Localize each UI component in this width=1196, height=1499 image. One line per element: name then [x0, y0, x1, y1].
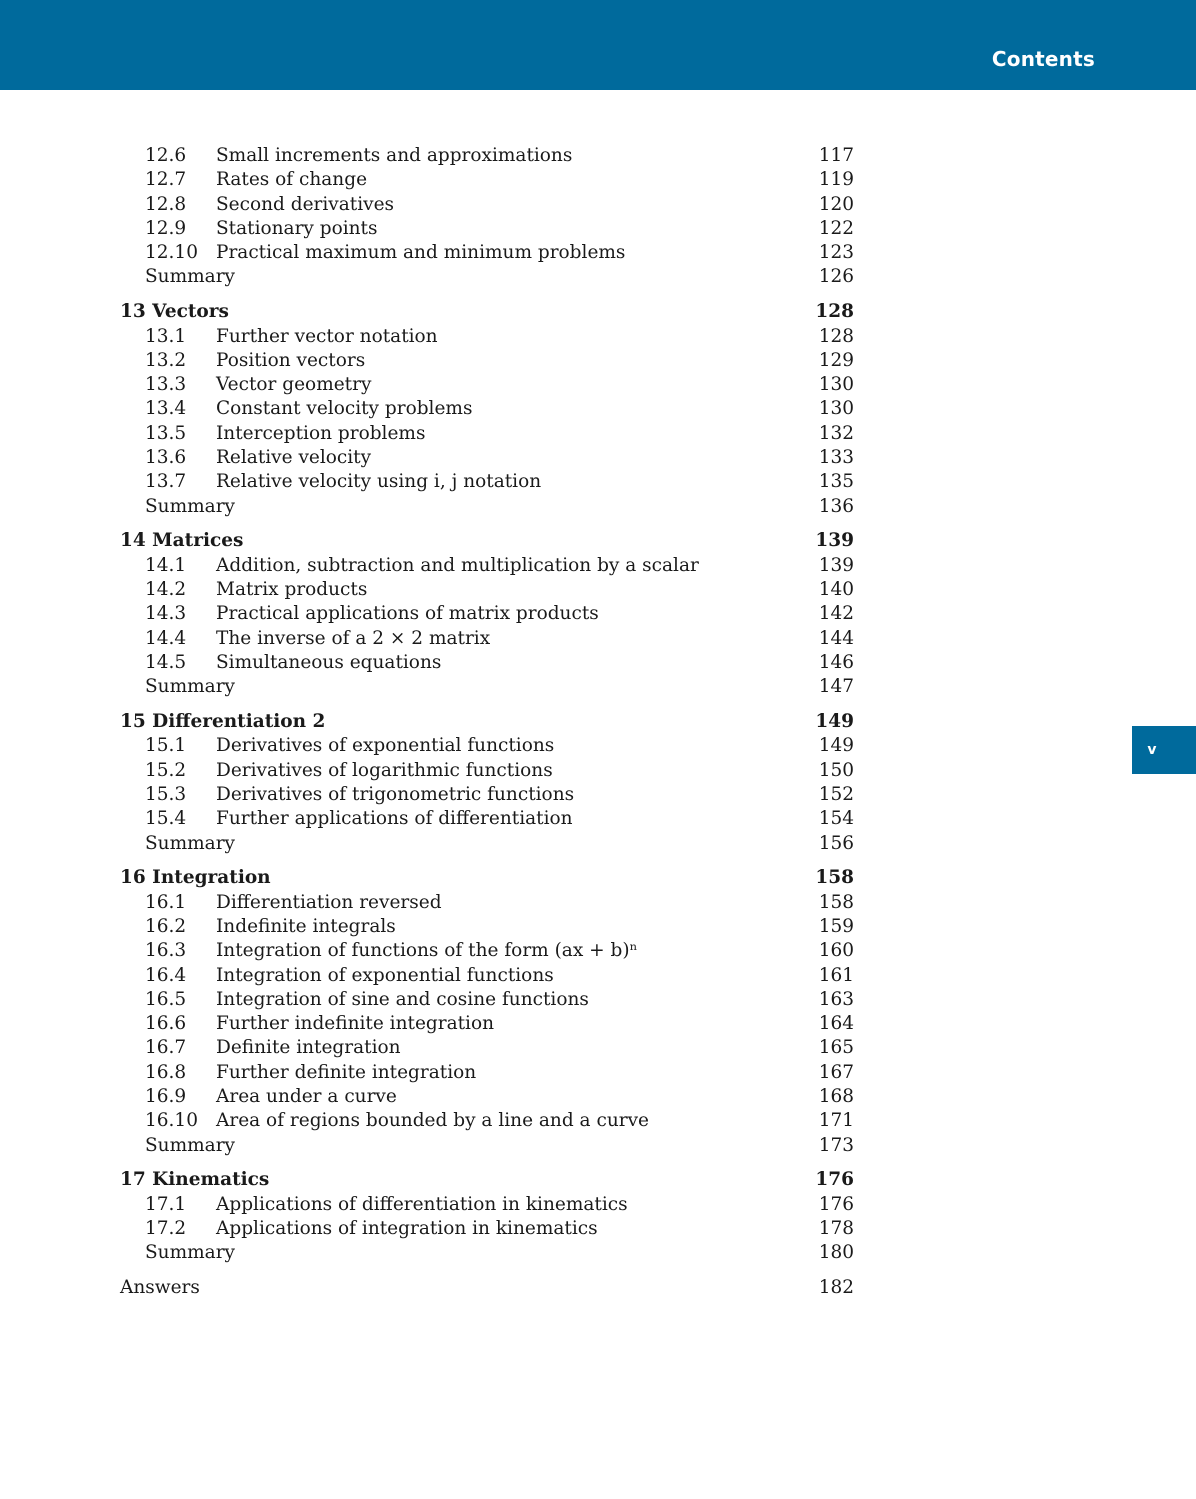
- toc-section-number: 15.1: [145, 735, 187, 757]
- toc-entry-title: 17 Kinematics: [120, 1169, 270, 1191]
- toc-entry-title: Practical applications of matrix products: [216, 603, 599, 625]
- toc-page-number: 152: [818, 783, 854, 805]
- toc-section-row[interactable]: [120, 964, 854, 988]
- toc-entry-title: Applications of integration in kinematics: [216, 1217, 598, 1239]
- toc-page-number: 139: [818, 554, 854, 576]
- toc-page-number: 128: [815, 301, 854, 323]
- toc-page-number: 119: [818, 169, 854, 191]
- toc-entry-title: Further definite integration: [216, 1061, 477, 1083]
- toc-page-number: 136: [818, 495, 854, 517]
- toc-section-row[interactable]: [120, 578, 854, 602]
- toc-page-number: 158: [815, 867, 854, 889]
- toc-section-number: 12.7: [145, 169, 187, 191]
- toc-page-number: 167: [818, 1061, 854, 1083]
- toc-section-number: 12.9: [145, 217, 187, 239]
- toc-page-number: 150: [818, 759, 854, 781]
- toc-section-row[interactable]: [120, 1036, 854, 1060]
- toc-section-row[interactable]: [120, 554, 854, 578]
- toc-section-number: 12.8: [145, 193, 187, 215]
- toc-entry-title: Answers: [120, 1277, 200, 1299]
- toc-summary-row[interactable]: [120, 265, 854, 289]
- toc-entry-title: Summary: [145, 1134, 235, 1156]
- toc-section-number: 13.1: [145, 325, 187, 347]
- toc-page-number: 154: [818, 808, 854, 830]
- toc-page-number: 171: [818, 1110, 854, 1132]
- toc-section-number: 16.5: [145, 988, 187, 1010]
- toc-section-number: 14.2: [145, 579, 187, 601]
- toc-page-number: 126: [818, 266, 854, 288]
- toc-entry-title: Further applications of differentiation: [216, 808, 573, 830]
- toc-entry-title: 15 Differentiation 2: [120, 711, 326, 733]
- toc-entry-title: 16 Integration: [120, 867, 271, 889]
- toc-page-number: 135: [818, 471, 854, 493]
- toc-summary-row[interactable]: [120, 1241, 854, 1265]
- page-title: Contents: [991, 47, 1095, 71]
- toc-page-number: 182: [818, 1277, 854, 1299]
- toc-entry-title: Differentiation reversed: [216, 891, 442, 913]
- toc-chapter-row[interactable]: [120, 300, 854, 324]
- toc-page-number: 147: [818, 676, 854, 698]
- toc-section-number: 16.8: [145, 1061, 187, 1083]
- toc-section-row[interactable]: [120, 988, 854, 1012]
- toc-section-row[interactable]: [120, 734, 854, 758]
- toc-page-number: 158: [818, 891, 854, 913]
- toc-page-number: 122: [818, 217, 854, 239]
- toc-entry-title: 14 Matrices: [120, 530, 244, 552]
- toc-chapter-row[interactable]: [120, 710, 854, 734]
- toc-page-number: 165: [818, 1037, 854, 1059]
- toc-summary-row[interactable]: [120, 675, 854, 699]
- toc-entry-title: Area of regions bounded by a line and a curve: [216, 1110, 649, 1132]
- toc-chapter-row[interactable]: [120, 529, 854, 553]
- toc-page-number: 149: [818, 735, 854, 757]
- toc-page-number: 144: [818, 627, 854, 649]
- toc-page-number: 117: [818, 145, 854, 166]
- toc-section-number: 13.7: [145, 471, 187, 493]
- toc-section-row[interactable]: [120, 193, 854, 217]
- toc-page-number: 123: [818, 242, 854, 264]
- toc-entry-title: Relative velocity using i, j notation: [216, 471, 542, 493]
- page-number-tab: [1132, 726, 1196, 774]
- toc-entry-title: Position vectors: [216, 349, 366, 371]
- toc-section-row[interactable]: [120, 759, 854, 783]
- toc-page-number: 130: [818, 374, 854, 396]
- toc-section-number: 13.2: [145, 349, 187, 371]
- toc-section-number: 16.9: [145, 1085, 187, 1107]
- header-bar: [0, 0, 1196, 90]
- toc-section-row[interactable]: [120, 470, 854, 494]
- toc-summary-row[interactable]: [120, 1134, 854, 1158]
- toc-section-number: 16.6: [145, 1013, 187, 1035]
- toc-page-number: 159: [818, 915, 854, 937]
- toc-page-number: 146: [818, 651, 854, 673]
- toc-entry-title: Summary: [145, 495, 235, 517]
- toc-section-number: 14.3: [145, 603, 187, 625]
- toc-entry-title: Small increments and approximations: [216, 145, 573, 166]
- toc-entry-title: Practical maximum and minimum problems: [216, 242, 626, 264]
- toc-page-number: 178: [818, 1217, 854, 1239]
- toc-section-number: 15.2: [145, 759, 187, 781]
- toc-summary-row[interactable]: [120, 832, 854, 856]
- toc-entry-title: Matrix products: [216, 579, 368, 601]
- toc-page-number: 156: [818, 832, 854, 854]
- toc-entry-title: Summary: [145, 266, 235, 288]
- toc-section-number: 16.4: [145, 964, 187, 986]
- toc-entry-title: Integration of functions of the form (ax + b)ⁿ: [216, 940, 638, 962]
- toc-entry-title: 13 Vectors: [120, 301, 229, 323]
- toc-entry-title: Interception problems: [216, 422, 426, 444]
- toc-page-number: 130: [818, 398, 854, 420]
- toc-section-row[interactable]: [120, 807, 854, 831]
- toc-entry-title: Derivatives of exponential functions: [216, 735, 555, 757]
- toc-page-number: 161: [818, 964, 854, 986]
- toc-entry-title: Constant velocity problems: [216, 398, 473, 420]
- toc-entry-title: Indefinite integrals: [216, 915, 396, 937]
- toc-page-number: 120: [818, 193, 854, 215]
- toc-section-row[interactable]: [120, 651, 854, 675]
- toc-entry-title: Rates of change: [216, 169, 368, 191]
- toc-section-row[interactable]: [120, 783, 854, 807]
- toc-section-number: 16.3: [145, 940, 187, 962]
- toc-entry-title: Second derivatives: [216, 193, 395, 215]
- toc-entry-title: Summary: [145, 832, 235, 854]
- toc-section-number: 17.1: [145, 1193, 187, 1215]
- toc-entry-title: Summary: [145, 676, 235, 698]
- toc-section-row[interactable]: [120, 1085, 854, 1109]
- toc-section-row[interactable]: [120, 1012, 854, 1036]
- toc-section-row[interactable]: [120, 422, 854, 446]
- toc-section-number: 13.5: [145, 422, 187, 444]
- toc-section-row[interactable]: [120, 1217, 854, 1241]
- toc-section-number: 16.10: [145, 1110, 198, 1132]
- toc-entry-title: Simultaneous equations: [216, 651, 442, 673]
- toc-entry-title: Vector geometry: [216, 374, 372, 396]
- toc-page-number: 176: [818, 1193, 854, 1215]
- toc-entry-title: Addition, subtraction and multiplication by a scalar: [216, 554, 699, 576]
- toc-section-row[interactable]: [120, 891, 854, 915]
- toc-section-row[interactable]: [120, 1061, 854, 1085]
- toc-entry-title: Stationary points: [216, 217, 378, 239]
- toc-section-row[interactable]: [120, 241, 854, 265]
- toc-page-number: 180: [818, 1242, 854, 1264]
- toc-chapter-row[interactable]: [120, 866, 854, 890]
- table-of-contents: [120, 144, 854, 1300]
- toc-section-number: 14.5: [145, 651, 187, 673]
- toc-section-number: 16.7: [145, 1037, 187, 1059]
- toc-page-number: 129: [818, 349, 854, 371]
- toc-section-number: 17.2: [145, 1217, 187, 1239]
- toc-summary-row[interactable]: [120, 495, 854, 519]
- toc-page-number: 140: [818, 579, 854, 601]
- toc-section-number: 16.2: [145, 915, 187, 937]
- toc-entry-title: Integration of sine and cosine functions: [216, 988, 589, 1010]
- toc-entry-title: Definite integration: [216, 1037, 401, 1059]
- toc-entry-title: Area under a curve: [216, 1085, 397, 1107]
- toc-section-number: 16.1: [145, 891, 187, 913]
- toc-page-number: 139: [815, 530, 854, 552]
- toc-entry-title: The inverse of a 2 × 2 matrix: [216, 627, 491, 649]
- toc-entry-title: Integration of exponential functions: [216, 964, 554, 986]
- toc-answers-row[interactable]: [120, 1276, 854, 1300]
- toc-section-number: 14.4: [145, 627, 187, 649]
- toc-entry-title: Summary: [145, 1242, 235, 1264]
- toc-section-row[interactable]: [120, 1193, 854, 1217]
- toc-section-row[interactable]: [120, 1109, 854, 1133]
- toc-page-number: 176: [815, 1169, 854, 1191]
- toc-section-row[interactable]: [120, 939, 854, 963]
- toc-section-row[interactable]: [120, 144, 854, 168]
- toc-entry-title: Derivatives of trigonometric functions: [216, 783, 575, 805]
- toc-page-number: 163: [818, 988, 854, 1010]
- toc-section-row[interactable]: [120, 168, 854, 192]
- toc-section-number: 14.1: [145, 554, 187, 576]
- page-number: v: [1147, 742, 1157, 758]
- toc-section-number: 13.3: [145, 374, 187, 396]
- toc-section-row[interactable]: [120, 397, 854, 421]
- toc-section-row[interactable]: [120, 627, 854, 651]
- toc-page-number: 160: [818, 940, 854, 962]
- toc-section-number: 13.6: [145, 447, 187, 469]
- toc-entry-title: Applications of differentiation in kinematics: [216, 1193, 628, 1215]
- toc-section-number: 15.4: [145, 808, 187, 830]
- toc-page-number: 132: [818, 422, 854, 444]
- toc-page-number: 173: [818, 1134, 854, 1156]
- toc-page-number: 128: [818, 325, 854, 347]
- toc-section-row[interactable]: [120, 373, 854, 397]
- toc-page-number: 149: [815, 711, 854, 733]
- toc-section-row[interactable]: [120, 446, 854, 470]
- toc-entry-title: Further indefinite integration: [216, 1013, 495, 1035]
- toc-page-number: 142: [818, 603, 854, 625]
- toc-section-row[interactable]: [120, 915, 854, 939]
- toc-section-number: 13.4: [145, 398, 187, 420]
- toc-section-number: 12.10: [145, 242, 198, 264]
- toc-page-number: 164: [818, 1013, 854, 1035]
- toc-section-row[interactable]: [120, 217, 854, 241]
- toc-page-number: 168: [818, 1085, 854, 1107]
- toc-entry-title: Derivatives of logarithmic functions: [216, 759, 553, 781]
- toc-chapter-row[interactable]: [120, 1168, 854, 1192]
- toc-section-row[interactable]: [120, 602, 854, 626]
- toc-section-row[interactable]: [120, 325, 854, 349]
- toc-section-number: 12.6: [145, 145, 187, 166]
- toc-page-number: 133: [818, 447, 854, 469]
- toc-section-number: 15.3: [145, 783, 187, 805]
- toc-entry-title: Relative velocity: [216, 447, 372, 469]
- toc-entry-title: Further vector notation: [216, 325, 438, 347]
- toc-section-row[interactable]: [120, 349, 854, 373]
